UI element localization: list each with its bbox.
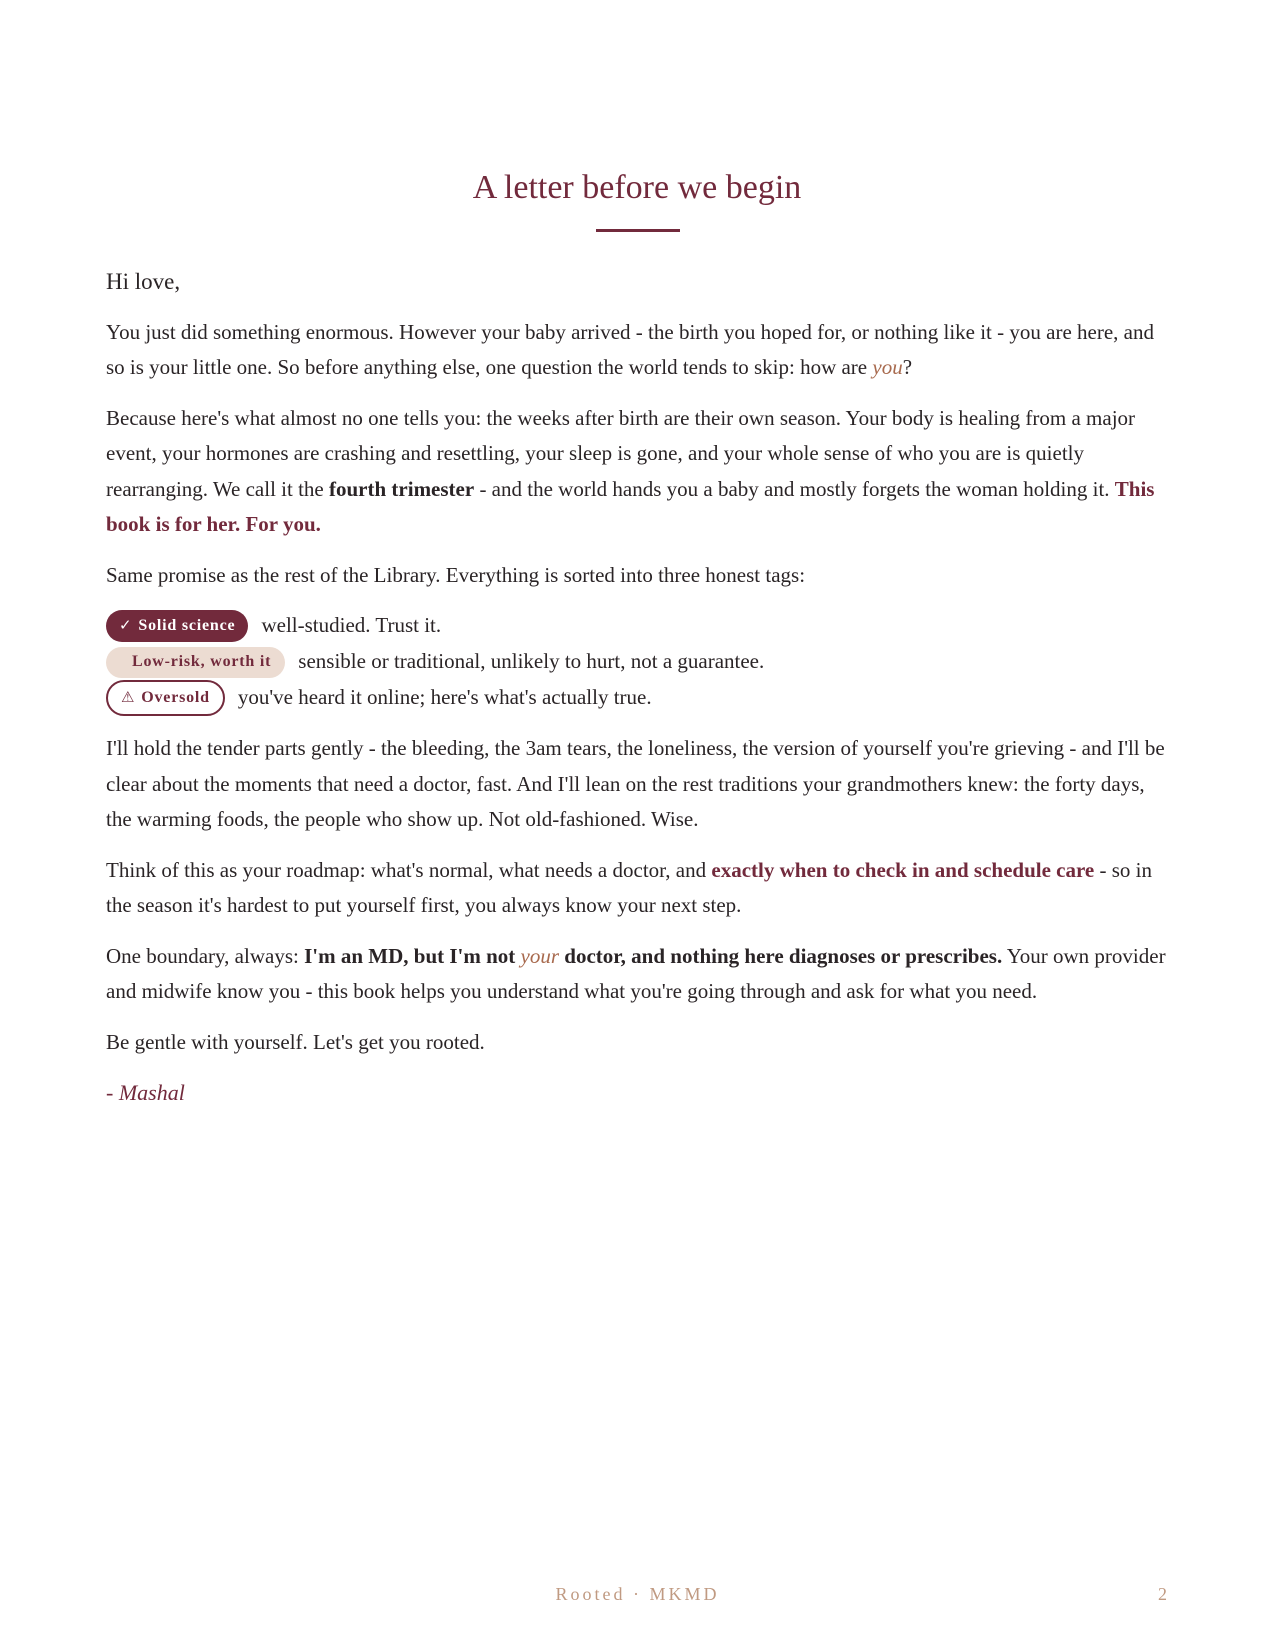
- signature: - Mashal: [106, 1080, 185, 1105]
- tag-row-solid-science: [106, 608, 1168, 644]
- paragraph-closing: Be gentle with yourself. Let's get you rooted.: [106, 1029, 485, 1054]
- paragraph-roadmap: [106, 853, 1168, 924]
- paragraph-boundary-text1: One boundary, always:: [106, 943, 305, 968]
- paragraph-fourth-trimester: [106, 401, 1168, 543]
- paragraph-tender-parts: I'll hold the tender parts gently - the bleeding, the 3am tears, the loneliness, the version of yourself you're grieving - and I'll be clear about the moments that need a doctor, fast. And I'll lean on the rest traditions your grandmothers knew: the forty days, the warming foods, the people who show up. Not old-fashioned. Wise.: [106, 736, 1165, 831]
- tag-oversold-description: you've heard it online; here's what's actually true.: [237, 685, 652, 710]
- tag-low-risk-description: sensible or traditional, unlikely to hurt, not a guarantee.: [298, 649, 765, 674]
- paragraph-intro-end: ?: [902, 355, 913, 379]
- paragraph-boundary-text2: Your own provider and midwife know you - this book helps you understand what you're going through and ask for what you need.: [106, 943, 1166, 1003]
- paragraph-intro: [106, 315, 1168, 386]
- paragraph-intro-text: You just did something enormous. However your baby arrived - the birth you hoped for, or nothing like it - you are here, and so is your little one. So before anything else, one question the world tends to skip: how are: [106, 319, 1154, 379]
- tag-solid-science: [106, 610, 248, 642]
- letter-body: [106, 264, 1168, 1126]
- checkmark-icon: ✓: [119, 616, 133, 635]
- paragraph-fourth-trimester-text2: - and the world hands you a baby and mostly forgets the woman holding it.: [474, 476, 1115, 501]
- greeting: Hi love,: [106, 269, 181, 294]
- paragraph-promise: Same promise as the rest of the Library. Everything is sorted into three honest tags:: [106, 562, 806, 587]
- paragraph-roadmap-text2: - so in the season it's hardest to put yourself first, you always know your next step.: [106, 857, 1152, 917]
- page-number: 2: [1158, 1584, 1167, 1604]
- highlight-book-for-her: This book is for her. For you.: [106, 476, 1155, 536]
- page-title: A letter before we begin: [472, 169, 802, 206]
- tag-oversold: [106, 680, 225, 716]
- footer-running-title: Rooted · MKMD: [555, 1584, 720, 1604]
- emphasis-your: your: [520, 943, 560, 968]
- paragraph-fourth-trimester-text1: Because here's what almost no one tells you: the weeks after birth are their own season. Your body is healing from a major event, your hormones are crashing and resettling, your sleep is gone, and your whole sense of who you are is quietly rearranging. We call it the: [106, 405, 1136, 501]
- tag-oversold-label: Oversold: [141, 689, 210, 707]
- tag-low-risk: [106, 647, 285, 678]
- tag-low-risk-label: Low-risk, worth it: [132, 653, 272, 671]
- bold-md-disclaimer-1: I'm an MD, but I'm not: [304, 943, 521, 968]
- tag-solid-science-description: well-studied. Trust it.: [261, 613, 442, 638]
- bold-fourth-trimester: fourth trimester: [329, 476, 475, 501]
- warning-icon: ⚠: [121, 688, 136, 707]
- paragraph-boundary: [106, 939, 1168, 1010]
- tag-row-oversold: [106, 680, 1168, 716]
- bold-md-disclaimer-2: doctor, and nothing here diagnoses or prescribes.: [559, 943, 1003, 968]
- tag-legend: [106, 608, 1168, 716]
- paragraph-roadmap-text1: Think of this as your roadmap: what's normal, what needs a doctor, and: [106, 857, 712, 882]
- highlight-check-in: exactly when to check in and schedule care: [711, 857, 1095, 882]
- tag-solid-science-label: Solid science: [138, 617, 236, 635]
- title-divider: [596, 229, 680, 232]
- emphasis-you: you: [872, 355, 903, 379]
- tag-row-low-risk: [106, 644, 1168, 680]
